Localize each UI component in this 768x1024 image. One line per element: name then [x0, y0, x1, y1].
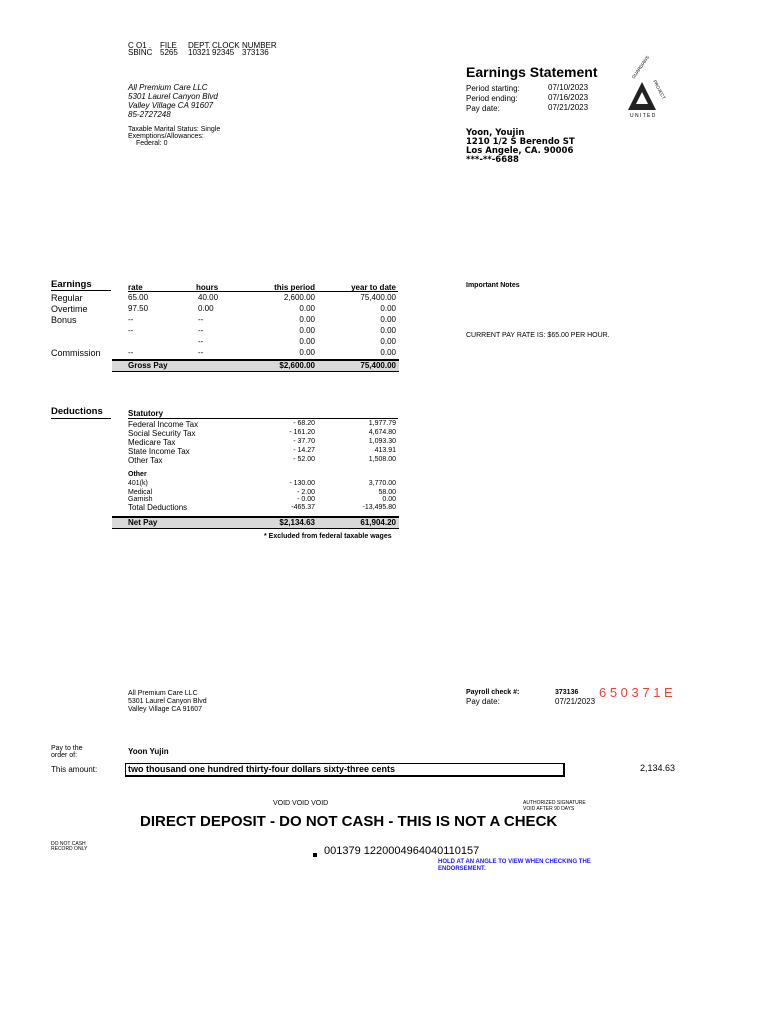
- other-deduction-label: Medical: [128, 489, 153, 496]
- other-deduction-ytd: 0.00: [382, 496, 396, 503]
- earnings-row-label: Regular: [51, 293, 83, 303]
- gross-pay-period: $2,600.00: [279, 361, 315, 370]
- earnings-hours-header: hours: [196, 283, 219, 292]
- gross-pay-ytd: 75,400.00: [360, 361, 396, 370]
- notes-title: Important Notes: [466, 282, 520, 289]
- employer-street: 5301 Laurel Canyon Blvd: [128, 92, 218, 101]
- period-end-label: Period ending:: [466, 94, 518, 103]
- amount-words: two thousand one hundred thirty-four dollars sixty-three cents: [128, 764, 396, 774]
- earnings-row-hours: 40.00: [198, 293, 219, 302]
- hold-angle-note-2: ENDORSEMENT.: [438, 866, 486, 872]
- employee-ssn: ***-**-6688: [466, 155, 519, 165]
- other-deduction-this-period: - 0.00: [297, 496, 315, 503]
- void-text: VOID VOID VOID: [273, 800, 329, 807]
- statutory-row-label: Social Security Tax: [128, 429, 196, 438]
- earnings-row-this-period: 0.00: [299, 348, 315, 357]
- earnings-row-this-period: 0.00: [299, 337, 315, 346]
- check-serial-number: 6 5 0 3 7 1 E: [599, 685, 673, 700]
- earnings-row-ytd: 0.00: [380, 326, 396, 335]
- earnings-row-this-period: 0.00: [299, 326, 315, 335]
- authorized-signature-label: AUTHORIZED SIGNATURE: [523, 800, 586, 806]
- employee-name: Yoon, Youjin: [466, 128, 525, 138]
- exemptions: Exemptions/Allowances:: [128, 133, 204, 140]
- payee-name: Yoon Yujin: [128, 747, 169, 756]
- other-deduction-label: 401(k): [128, 480, 148, 487]
- earnings-row-hours: --: [198, 326, 204, 335]
- employer-id: 85-2727248: [128, 110, 171, 119]
- other-deduction-ytd: 58.00: [378, 489, 396, 496]
- statutory-row-this-period: - 68.20: [293, 420, 315, 427]
- earnings-row-this-period: 0.00: [299, 315, 315, 324]
- record-only-label: RECORD ONLY: [51, 846, 88, 852]
- check-number: 373136: [555, 689, 579, 696]
- direct-deposit-banner: DIRECT DEPOSIT - DO NOT CASH - THIS IS NOT A CHECK: [140, 813, 558, 830]
- other-deduction-this-period: - 130.00: [289, 480, 315, 487]
- statutory-row-this-period: - 14.27: [293, 447, 315, 454]
- micr-symbol-icon: [313, 853, 317, 857]
- check-pay-date-label: Pay date:: [466, 697, 500, 706]
- earnings-row-hours: --: [198, 348, 204, 357]
- hold-angle-note-1: HOLD AT AN ANGLE TO VIEW WHEN CHECKING THE: [438, 859, 591, 865]
- marital-status: Taxable Marital Status: Single: [128, 126, 221, 133]
- statutory-rule: [128, 418, 398, 419]
- earnings-period-header: this period: [274, 283, 315, 292]
- earnings-row-this-period: 0.00: [299, 304, 315, 313]
- other-deduction-this-period: -465.37: [291, 504, 315, 511]
- check-number-label: Payroll check #:: [466, 689, 520, 696]
- dept-label: DEPT.: [188, 41, 211, 50]
- deductions-title: Deductions: [51, 406, 103, 417]
- statutory-row-ytd: 1,508.00: [368, 456, 396, 463]
- check-company-name: All Premium Care LLC: [128, 690, 198, 697]
- statutory-label: Statutory: [128, 409, 164, 418]
- earnings-row-label: Bonus: [51, 315, 77, 325]
- earnings-row-label: Overtime: [51, 304, 88, 314]
- guardians-logo-icon: [622, 54, 682, 120]
- check-company-city: Valley Village CA 91607: [128, 706, 203, 713]
- earnings-title-rule: [51, 290, 111, 291]
- company-code-label: C O1 .: [128, 41, 152, 50]
- earnings-row-ytd: 0.00: [380, 304, 396, 313]
- statutory-row-ytd: 1,977.79: [368, 420, 396, 427]
- earnings-row-ytd: 0.00: [380, 315, 396, 324]
- statutory-row-ytd: 413.91: [374, 447, 396, 454]
- pay-date: 07/21/2023: [548, 103, 589, 112]
- employee-city: Los Angele, CA. 90006: [466, 146, 574, 156]
- employer-name: All Premium Care LLC: [128, 83, 208, 92]
- period-end-date: 07/16/2023: [548, 93, 589, 102]
- employer-city: Valley Village CA 91607: [128, 101, 214, 110]
- employee-number: 373136: [242, 48, 269, 57]
- void-after-label: VOID AFTER 90 DAYS: [523, 806, 575, 812]
- federal-allowances: Federal: 0: [136, 140, 168, 147]
- amount-label: This amount:: [51, 765, 98, 774]
- earnings-title: Earnings: [51, 279, 92, 290]
- check-company-street: 5301 Laurel Canyon Blvd: [128, 698, 207, 705]
- earnings-row-this-period: 2,600.00: [283, 293, 315, 302]
- earnings-row-ytd: 75,400.00: [360, 293, 396, 302]
- dept-number: 10321: [188, 48, 211, 57]
- clock-number: 92345: [212, 48, 235, 57]
- check-amount: 2,134.63: [640, 763, 676, 773]
- statutory-row-label: Federal Income Tax: [128, 420, 199, 429]
- notes-text: CURRENT PAY RATE IS: $65.00 PER HOUR.: [466, 332, 610, 339]
- employee-street: 1210 1/2 S Berendo ST: [466, 137, 575, 147]
- clock-label: CLOCK: [212, 41, 240, 50]
- earnings-header-rule: [128, 291, 398, 292]
- period-start-label: Period starting:: [466, 84, 520, 93]
- earnings-row-hours: --: [198, 337, 204, 346]
- number-label: NUMBER: [242, 41, 277, 50]
- net-pay-ytd: 61,904.20: [360, 518, 396, 527]
- earnings-row-label: Commission: [51, 348, 101, 358]
- earnings-row-rate: --: [128, 315, 134, 324]
- earnings-rate-header: rate: [128, 283, 143, 292]
- gross-pay-label: Gross Pay: [128, 361, 168, 370]
- earnings-row-ytd: 0.00: [380, 348, 396, 357]
- period-start-date: 07/10/2023: [548, 83, 589, 92]
- excluded-footnote: * Excluded from federal taxable wages: [264, 533, 392, 540]
- deductions-title-rule: [51, 418, 111, 419]
- statutory-row-ytd: 4,674.80: [368, 429, 396, 436]
- pay-to-label-1: Pay to the: [51, 745, 83, 752]
- company-logo: [622, 54, 682, 120]
- net-pay-period: $2,134.63: [279, 518, 315, 527]
- file-label: FILE: [160, 41, 177, 50]
- company-code: SBINC: [128, 48, 153, 57]
- micr-line: 001379 1220004964040110157: [324, 845, 480, 857]
- net-pay-label: Net Pay: [128, 518, 158, 527]
- logo-bottom-text: U N I T E D: [630, 113, 656, 119]
- logo-top-text: GUARDIANS: [630, 54, 651, 80]
- statement-title: Earnings Statement: [466, 64, 598, 80]
- earnings-ytd-header: year to date: [351, 283, 396, 292]
- statutory-row-ytd: 1,093.30: [368, 438, 396, 445]
- earnings-row-rate: --: [128, 348, 134, 357]
- statutory-row-this-period: - 52.00: [293, 456, 315, 463]
- other-deduction-ytd: 3,770.00: [368, 480, 396, 487]
- statutory-row-label: Other Tax: [128, 456, 163, 465]
- pay-date-label: Pay date:: [466, 104, 500, 113]
- earnings-row-hours: 0.00: [198, 304, 214, 313]
- earnings-row-hours: --: [198, 315, 204, 324]
- statutory-row-this-period: - 161.20: [289, 429, 315, 436]
- earnings-row-ytd: 0.00: [380, 337, 396, 346]
- other-deduction-ytd: -13,495.80: [362, 504, 396, 511]
- earnings-row-rate: 97.50: [128, 304, 149, 313]
- statutory-row-this-period: - 37.70: [293, 438, 315, 445]
- other-label: Other: [128, 471, 147, 478]
- other-deduction-label: Total Deductions: [128, 503, 188, 512]
- earnings-row-rate: 65.00: [128, 293, 149, 302]
- statutory-row-label: State Income Tax: [128, 447, 190, 456]
- other-deduction-label: Garnish: [128, 496, 153, 503]
- do-not-cash-label: DO NOT CASH: [51, 841, 86, 847]
- statutory-row-label: Medicare Tax: [128, 438, 176, 447]
- pay-to-label-2: order of:: [51, 752, 78, 759]
- check-pay-date: 07/21/2023: [555, 697, 596, 706]
- other-deduction-this-period: - 2.00: [297, 489, 315, 496]
- file-number: 5265: [160, 48, 178, 57]
- earnings-row-rate: --: [128, 326, 134, 335]
- logo-side-text: PROJECT: [652, 79, 667, 101]
